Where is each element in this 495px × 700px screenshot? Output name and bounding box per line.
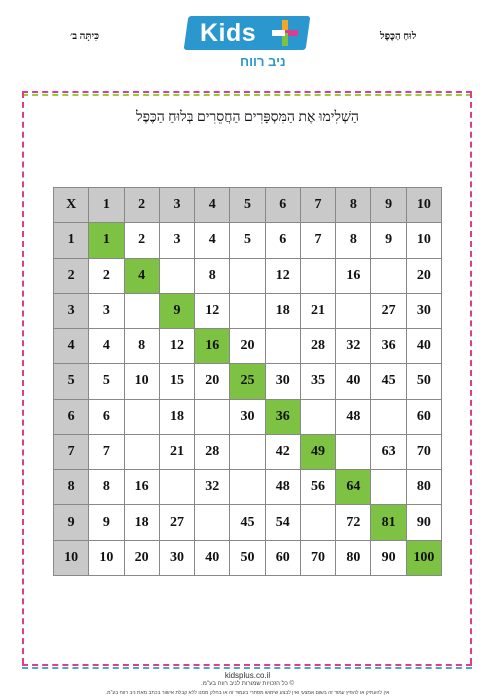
table-header-cell: 2 — [54, 259, 89, 294]
table-cell: 30 — [407, 294, 442, 329]
table-cell: 2 — [125, 223, 160, 258]
frame-border-top-inner — [22, 94, 472, 96]
table-cell: 81 — [371, 505, 406, 540]
table-cell: 60 — [407, 400, 442, 435]
table-cell: 90 — [407, 505, 442, 540]
blank-cell[interactable] — [125, 294, 160, 329]
table-cell: 60 — [266, 541, 301, 576]
table-cell: 32 — [336, 329, 371, 364]
logo-text: Kids — [200, 19, 257, 47]
table-cell: 20 — [407, 259, 442, 294]
worksheet-topic: לוּחַ הַכֶּפֶל — [380, 31, 417, 42]
frame-border-top — [22, 91, 472, 93]
blank-cell[interactable] — [195, 400, 230, 435]
table-header-cell: 1 — [54, 223, 89, 258]
table-cell: 12 — [266, 259, 301, 294]
table-cell: 7 — [301, 223, 336, 258]
footer-legal: אין להעתיק או להפיץ עמוד זה בשום אמצעי ואין לבצע שימוש מסחרי בעמוד זה או בחלק ממנו ללא קבלת אישור בכתב מאת ניב רווח בע"מ. — [105, 690, 390, 696]
table-cell: 49 — [301, 435, 336, 470]
table-header-cell: 4 — [54, 329, 89, 364]
table-header-cell: 5 — [230, 188, 265, 223]
blank-cell[interactable] — [125, 400, 160, 435]
table-cell: 40 — [407, 329, 442, 364]
table-cell: 18 — [160, 400, 195, 435]
table-header-cell: 6 — [266, 188, 301, 223]
plus-icon — [272, 20, 298, 46]
table-cell: 63 — [371, 435, 406, 470]
table-cell: 6 — [89, 400, 124, 435]
table-cell: 100 — [407, 541, 442, 576]
table-cell: 5 — [230, 223, 265, 258]
table-header-cell: 8 — [54, 470, 89, 505]
blank-cell[interactable] — [160, 470, 195, 505]
table-cell: 70 — [407, 435, 442, 470]
table-cell: 45 — [371, 364, 406, 399]
table-cell: 8 — [89, 470, 124, 505]
table-cell: 27 — [371, 294, 406, 329]
table-cell: 48 — [336, 400, 371, 435]
blank-cell[interactable] — [230, 435, 265, 470]
table-cell: 3 — [89, 294, 124, 329]
table-cell: 50 — [230, 541, 265, 576]
table-cell: 30 — [266, 364, 301, 399]
table-cell: 10 — [125, 364, 160, 399]
table-header-cell: 4 — [195, 188, 230, 223]
table-cell: 12 — [160, 329, 195, 364]
blank-cell[interactable] — [371, 470, 406, 505]
table-cell: 25 — [230, 364, 265, 399]
table-header-cell: 6 — [54, 400, 89, 435]
table-cell: 18 — [266, 294, 301, 329]
table-cell: 8 — [125, 329, 160, 364]
table-header-cell: 5 — [54, 364, 89, 399]
table-cell: 80 — [407, 470, 442, 505]
blank-cell[interactable] — [336, 294, 371, 329]
table-cell: 7 — [89, 435, 124, 470]
blank-cell[interactable] — [266, 329, 301, 364]
table-cell: 2 — [89, 259, 124, 294]
table-cell: 15 — [160, 364, 195, 399]
table-cell: 6 — [266, 223, 301, 258]
table-cell: 36 — [266, 400, 301, 435]
table-cell: 90 — [371, 541, 406, 576]
table-cell: 48 — [266, 470, 301, 505]
table-cell: 8 — [195, 259, 230, 294]
footer-copyright: © כל הזכויות שמורות לניב רווח בע"מ. — [201, 681, 294, 687]
table-cell: 35 — [301, 364, 336, 399]
worksheet-instructions: הַשְׁלִימוּ אֶת הַמִּסְפָּרִים הַחֲסֵרִים בְּלוּחַ הַכֶּפֶל — [136, 110, 359, 125]
table-cell: 1 — [89, 223, 124, 258]
table-cell: 21 — [301, 294, 336, 329]
table-cell: 12 — [195, 294, 230, 329]
table-cell: 72 — [336, 505, 371, 540]
blank-cell[interactable] — [230, 294, 265, 329]
table-header-cell: 3 — [160, 188, 195, 223]
table-cell: 64 — [336, 470, 371, 505]
table-cell: 40 — [336, 364, 371, 399]
table-header-cell: 2 — [125, 188, 160, 223]
table-header-cell: 10 — [407, 188, 442, 223]
table-header-cell: 1 — [89, 188, 124, 223]
blank-cell[interactable] — [301, 259, 336, 294]
table-cell: 4 — [89, 329, 124, 364]
blank-cell[interactable] — [195, 505, 230, 540]
table-cell: 54 — [266, 505, 301, 540]
table-cell: 10 — [89, 541, 124, 576]
table-cell: 80 — [336, 541, 371, 576]
table-header-cell: X — [54, 188, 89, 223]
table-header-cell: 7 — [54, 435, 89, 470]
table-header-cell: 7 — [301, 188, 336, 223]
table-cell: 9 — [89, 505, 124, 540]
blank-cell[interactable] — [301, 505, 336, 540]
logo-subtitle: ניב רווח — [240, 54, 286, 69]
blank-cell[interactable] — [230, 259, 265, 294]
table-cell: 70 — [301, 541, 336, 576]
table-cell: 5 — [89, 364, 124, 399]
table-cell: 18 — [125, 505, 160, 540]
table-header-cell: 10 — [54, 541, 89, 576]
table-cell: 16 — [195, 329, 230, 364]
table-header-cell: 8 — [336, 188, 371, 223]
table-cell: 36 — [371, 329, 406, 364]
kids-plus-logo — [186, 16, 308, 70]
frame-border-right — [470, 92, 472, 664]
table-cell: 40 — [195, 541, 230, 576]
grade-label: כִּיתָּה ב׳ — [70, 31, 99, 42]
table-cell: 50 — [407, 364, 442, 399]
table-cell: 42 — [266, 435, 301, 470]
table-cell: 20 — [125, 541, 160, 576]
footer-url: kidsplus.co.il — [224, 671, 271, 680]
table-header-cell: 9 — [54, 505, 89, 540]
table-cell: 16 — [336, 259, 371, 294]
blank-cell[interactable] — [230, 470, 265, 505]
table-cell: 16 — [125, 470, 160, 505]
table-header-cell: 9 — [371, 188, 406, 223]
table-header-cell: 3 — [54, 294, 89, 329]
table-cell: 20 — [230, 329, 265, 364]
table-cell: 56 — [301, 470, 336, 505]
table-cell: 4 — [125, 259, 160, 294]
blank-cell[interactable] — [301, 400, 336, 435]
blank-cell[interactable] — [336, 435, 371, 470]
table-cell: 20 — [195, 364, 230, 399]
table-cell: 32 — [195, 470, 230, 505]
multiplication-table — [53, 187, 442, 576]
table-cell: 30 — [230, 400, 265, 435]
table-cell: 21 — [160, 435, 195, 470]
frame-border-bottom-inner — [22, 667, 472, 669]
table-cell: 4 — [195, 223, 230, 258]
table-cell: 8 — [336, 223, 371, 258]
blank-cell[interactable] — [125, 435, 160, 470]
table-cell: 9 — [160, 294, 195, 329]
table-cell: 3 — [160, 223, 195, 258]
table-cell: 9 — [371, 223, 406, 258]
blank-cell[interactable] — [371, 400, 406, 435]
table-cell: 10 — [407, 223, 442, 258]
table-cell: 28 — [195, 435, 230, 470]
frame-border-bottom — [22, 664, 472, 666]
blank-cell[interactable] — [371, 259, 406, 294]
table-cell: 28 — [301, 329, 336, 364]
table-cell: 27 — [160, 505, 195, 540]
blank-cell[interactable] — [160, 259, 195, 294]
frame-border-left — [22, 92, 24, 664]
table-cell: 30 — [160, 541, 195, 576]
table-cell: 45 — [230, 505, 265, 540]
